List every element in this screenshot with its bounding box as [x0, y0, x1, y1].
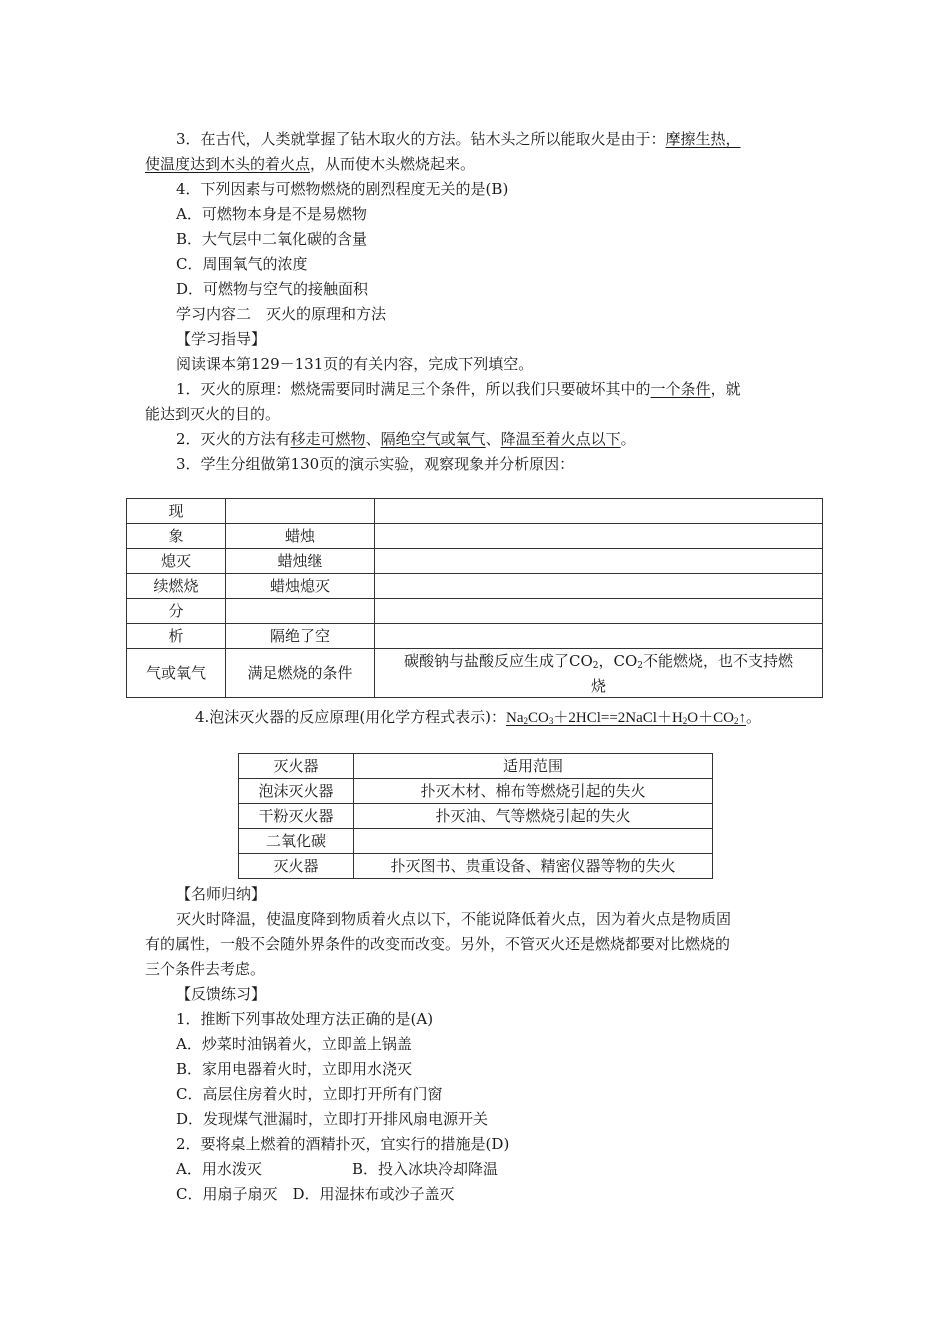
table-row — [239, 754, 713, 779]
learning-guide-heading: 【学习指导】 — [176, 330, 267, 348]
table-cell: 灭火器 — [239, 754, 354, 779]
feedback-q2-option-a: A．用水泼灭 — [176, 1160, 262, 1178]
feedback-q2-options-cd: C．用扇子扇灭 D．用湿抹布或沙子盖灭 — [176, 1185, 455, 1203]
feedback-q1-option-b: B．家用电器着火时，立即用水浇灭 — [176, 1060, 413, 1078]
feedback-q1-option-d: D．发现煤气泄漏时，立即打开排风扇电源开关 — [176, 1110, 489, 1128]
table-row — [239, 779, 713, 804]
table-row — [239, 804, 713, 829]
table-cell: 泡沫灭火器 — [239, 779, 354, 804]
table-cell — [375, 549, 823, 574]
table-row — [239, 829, 713, 854]
summary-line3: 三个条件去考虑。 — [145, 960, 266, 978]
table-row — [127, 549, 823, 574]
summary-heading: 【名师归纳】 — [176, 885, 267, 903]
table-cell: 现 — [127, 499, 226, 524]
experiment-instruction: 3．学生分组做第130页的演示实验，观察现象并分析原因： — [176, 455, 575, 473]
table-cell — [375, 624, 823, 649]
reading-instruction: 阅读课本第129－131页的有关内容，完成下列填空。 — [176, 355, 534, 373]
q3-answer-1: 摩擦生热， — [665, 130, 741, 148]
feedback-q1-option-c: C．高层住房着火时，立即打开所有门窗 — [176, 1085, 443, 1103]
summary-line1: 灭火时降温，使温度降到物质着火点以下，不能说降低着火点，因为着火点是物质固 — [176, 910, 732, 928]
feedback-q1-stem: 1．推断下列事故处理方法正确的是(A) — [176, 1010, 434, 1028]
q3-line1: 3．在古代，人类就掌握了钻木取火的方法。钻木头之所以能取火是由于：摩擦生热， — [176, 130, 741, 148]
q4-option-d: D．可燃物与空气的接触面积 — [176, 280, 369, 298]
table-cell: 蜡烛 — [226, 524, 375, 549]
table-row — [127, 524, 823, 549]
table-row — [127, 574, 823, 599]
table-cell: 隔绝了空 — [226, 624, 375, 649]
feedback-heading: 【反馈练习】 — [176, 985, 267, 1003]
feedback-q2-stem: 2．要将桌上燃着的酒精扑灭，宜实行的措施是(D) — [176, 1135, 510, 1153]
table-cell — [375, 499, 823, 524]
feedback-q2-option-b: B．投入冰块冷却降温 — [352, 1160, 499, 1178]
principle-line1: 1．灭火的原理：燃烧需要同时满足三个条件，所以我们只要破坏其中的一个条件，就 — [176, 380, 741, 398]
q4-option-b: B．大气层中二氧化碳的含量 — [176, 230, 368, 248]
experiment-table — [126, 498, 823, 698]
method-answer-1: 移走可燃物 — [290, 430, 366, 448]
principle-line2: 能达到灭火的目的。 — [145, 405, 281, 423]
table-row — [127, 599, 823, 624]
table-cell: 适用范围 — [354, 754, 713, 779]
extinguisher-table — [238, 753, 713, 879]
equation-line: 4.泡沫灭火器的反应原理(用化学方程式表示)：$Na_2CO_3+2HCl==2NaCl+H_2O+CO_2↑$。 — [195, 708, 761, 726]
section-title: 学习内容二 灭火的原理和方法 — [176, 305, 387, 323]
methods-line: 2．灭火的方法有移走可燃物、隔绝空气或氧气、降温至着火点以下。 — [176, 430, 636, 448]
q4-option-a: A．可燃物本身是不是易燃物 — [176, 205, 367, 223]
table-cell — [226, 599, 375, 624]
table-row — [127, 649, 823, 698]
feedback-q1-option-a: A．炒菜时油锅着火，立即盖上锅盖 — [176, 1035, 412, 1053]
feedback-q2-options-ab — [176, 1157, 810, 1181]
q3-line2: 使温度达到木头的着火点，从而使木头燃烧起来。 — [145, 155, 476, 173]
table-cell — [375, 599, 823, 624]
table-cell: 二氧化碳 — [239, 829, 354, 854]
table-cell: 熄灭 — [127, 549, 226, 574]
table-cell: 扑灭油、气等燃烧引起的失火 — [354, 804, 713, 829]
table-cell — [354, 829, 713, 854]
table-cell: 析 — [127, 624, 226, 649]
principle-answer: 一个条件 — [650, 380, 711, 398]
table-cell: 续燃烧 — [127, 574, 226, 599]
table-cell — [375, 524, 823, 549]
method-answer-2: 隔绝空气或氧气 — [380, 430, 486, 448]
table-cell: 分 — [127, 599, 226, 624]
table-cell: 满足燃烧的条件 — [226, 649, 375, 698]
q4-stem: 4．下列因素与可燃物燃烧的剧烈程度无关的是(B) — [176, 180, 509, 198]
table-cell: 蜡烛继 — [226, 549, 375, 574]
table-row — [127, 624, 823, 649]
method-answer-3: 降温至着火点以下 — [500, 430, 621, 448]
q4-option-c: C．周围氧气的浓度 — [176, 255, 308, 273]
chemical-equation: $Na_2CO_3+2HCl==2NaCl+H_2O+CO_2↑$ — [506, 710, 746, 726]
table-cell: 蜡烛熄灭 — [226, 574, 375, 599]
table-cell: 气或氧气 — [127, 649, 226, 698]
q3-answer-2: 使温度达到木头的着火点 — [145, 155, 311, 173]
q4-answer: B — [491, 180, 503, 198]
feedback-q2-answer: D — [491, 1135, 504, 1153]
table-cell — [226, 499, 375, 524]
summary-line2: 有的属性，一般不会随外界条件的改变而改变。另外，不管灭火还是燃烧都要对比燃烧的 — [145, 935, 731, 953]
table-row — [127, 499, 823, 524]
table-cell: 象 — [127, 524, 226, 549]
table-cell — [375, 574, 823, 599]
table-cell: 碳酸钠与盐酸反应生成了$CO_2$，$CO_2$不能燃烧，也不支持燃 烧 — [375, 649, 823, 698]
table-row — [239, 854, 713, 879]
table-cell: 灭火器 — [239, 854, 354, 879]
table-cell: 扑灭木材、棉布等燃烧引起的失火 — [354, 779, 713, 804]
table-cell: 干粉灭火器 — [239, 804, 354, 829]
table-cell: 扑灭图书、贵重设备、精密仪器等物的失火 — [354, 854, 713, 879]
feedback-q1-answer: A — [416, 1010, 428, 1028]
